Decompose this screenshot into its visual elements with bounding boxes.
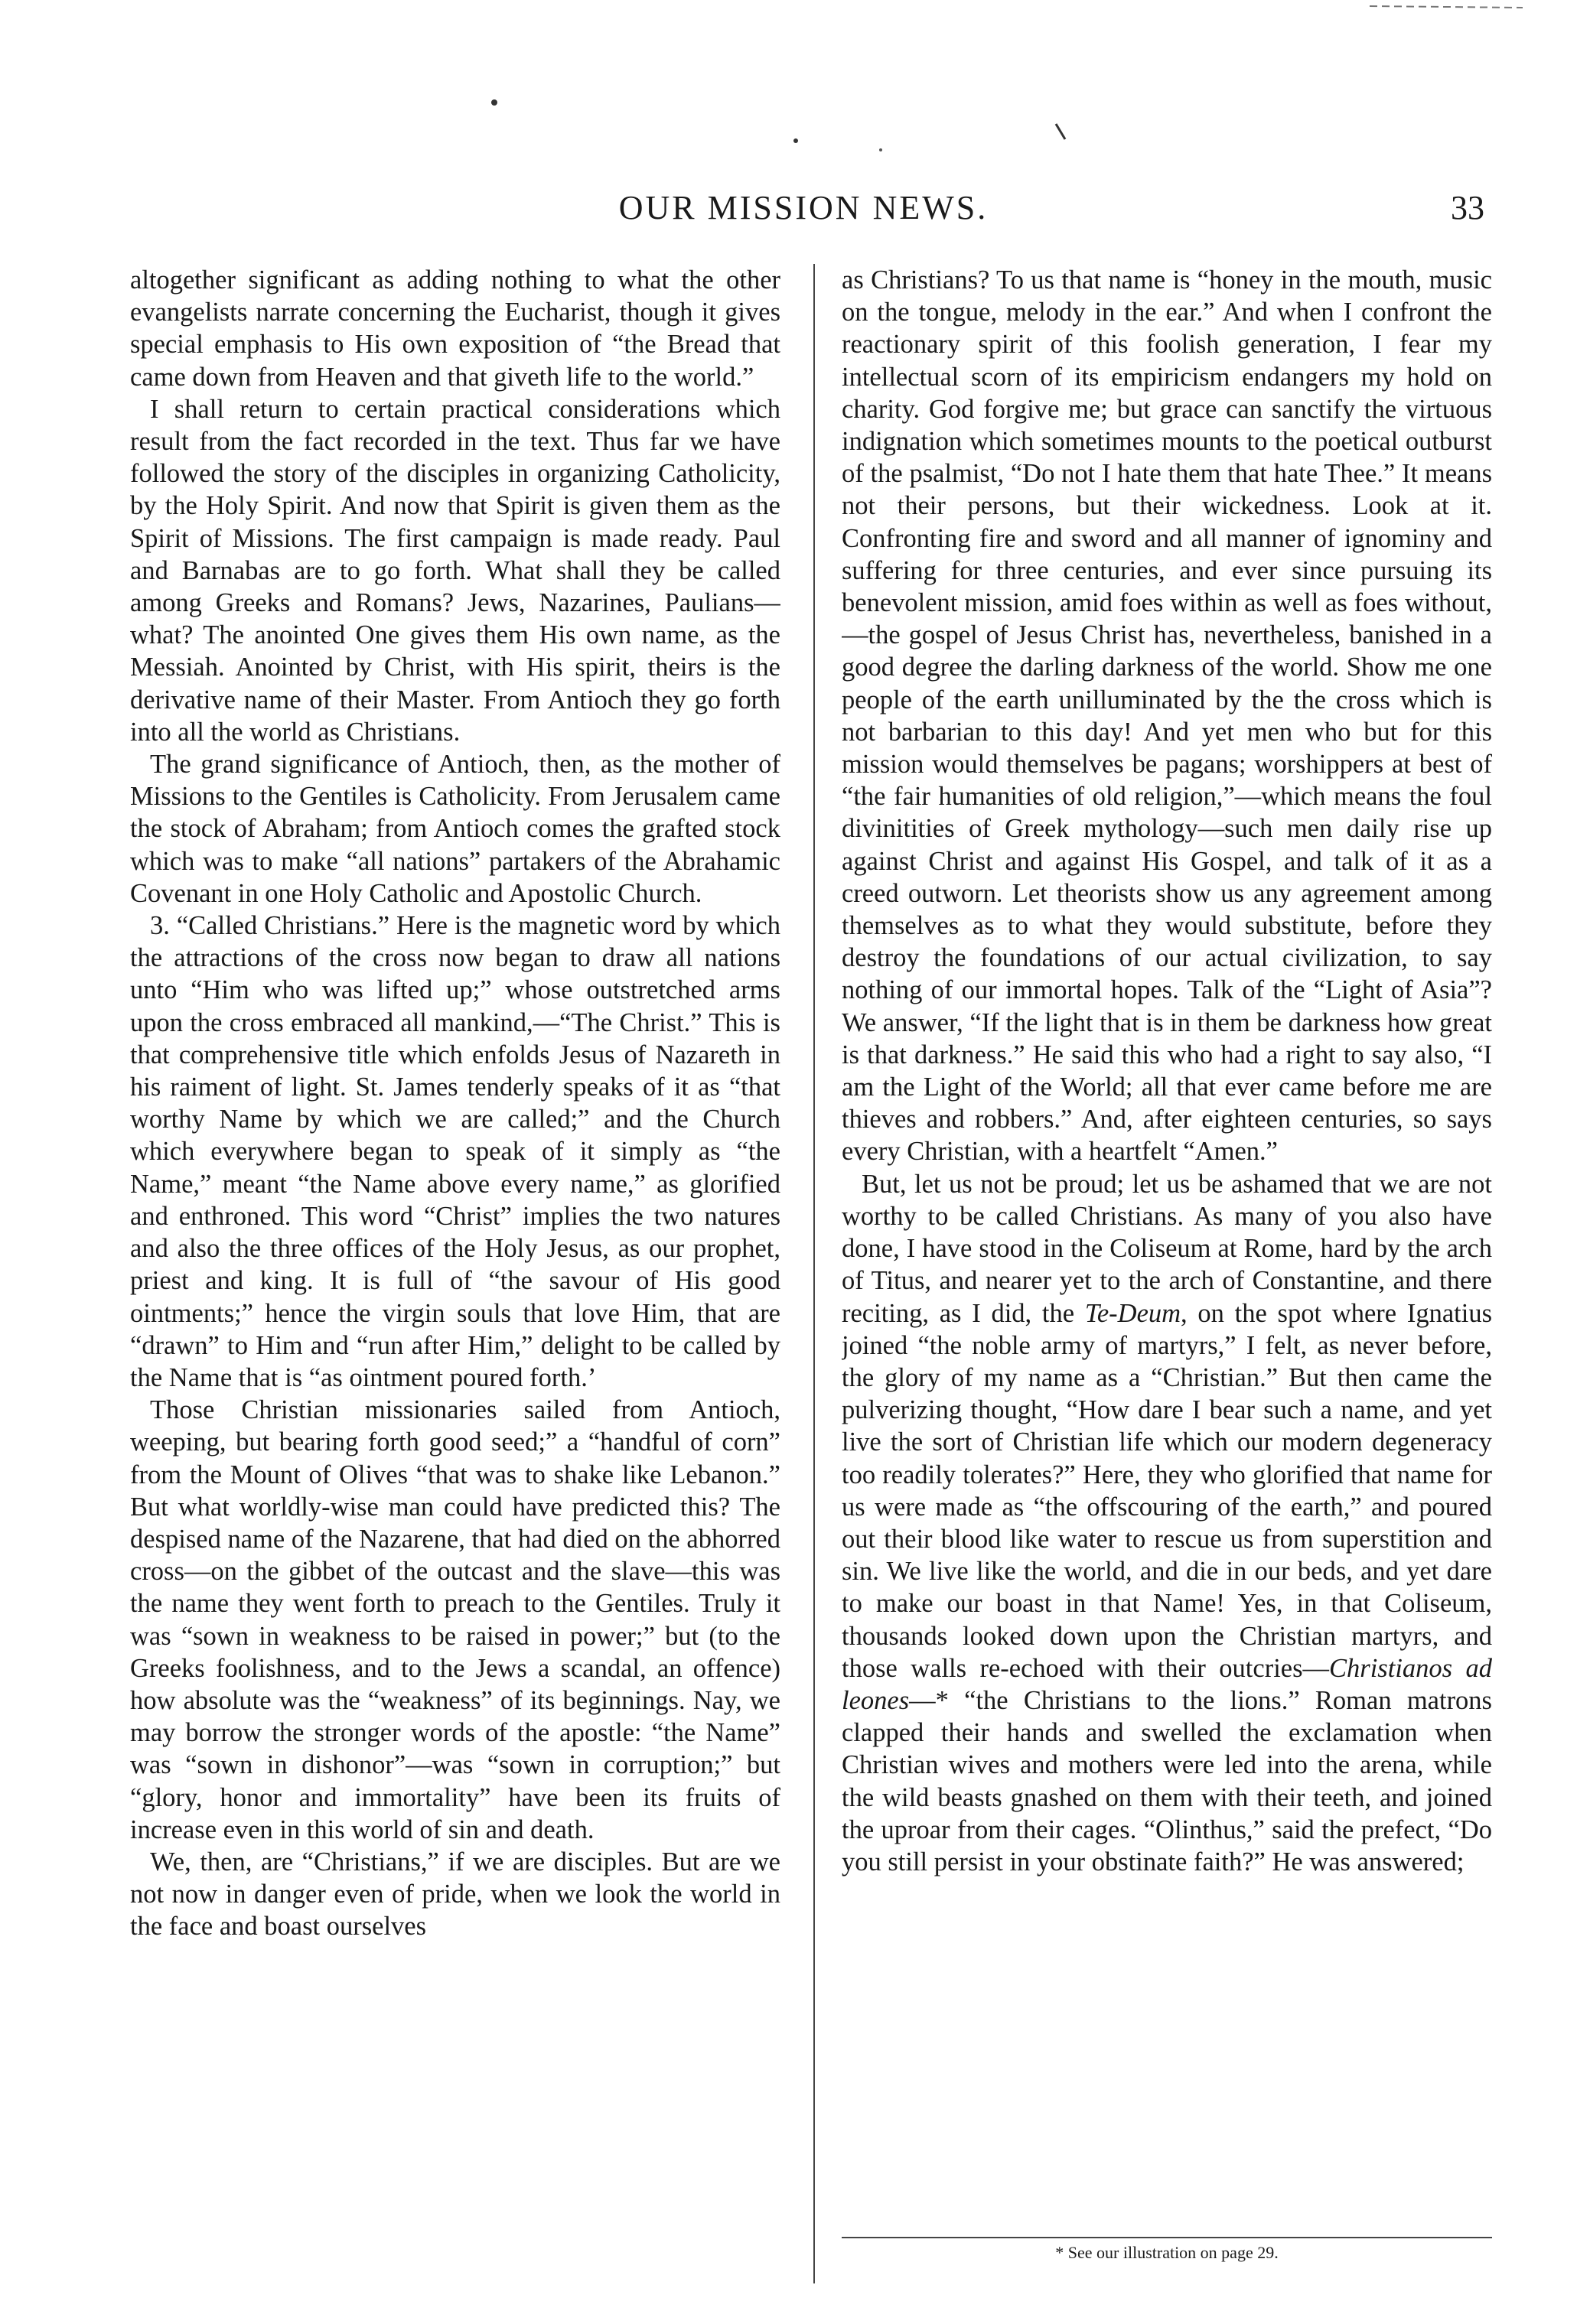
te-deum-title: Te-Deum [1084,1298,1181,1328]
paragraph: as Christians? To us that name is “honey in the mouth, music on the tongue, melody in the ear.” And when I confront the reactionary spirit of this foolish generation, I fear my intellectual scorn of its empiricism endangers my hold on charity. God forgive me; but grace can sanctify the virtuous indignation which sometimes mounts to the poetical outburst of the psalmist, “Do not I hate them that hate Thee.” It means not their persons, but their wickedness. Look at it. Confronting fire and sword and all manner of ignominy and suffering for three centuries, and ever since pursuing its benevolent mission, amid foes within as well as foes without,—the gospel of Jesus Christ has, nevertheless, banished in a good degree the darling darkness of the world. Show me one people of the earth unilluminated by the the cross which is not barbarian to this day! And yet men who but for this mission would themselves be pagans; worshippers at best of “the fair humanities of old religion,”—which means the foul divinitities of Greek mythology—such men daily rise up against Christ and against His Gospel, and talk of it as a creed outworn. Let theorists show us any agreement among themselves as to what they would substitute, before they destroy the foundations of our actual civilization, to say nothing of our immortal hopes. Talk of the “Light of Asia”? We answer, “If the light that is in them be darkness how great is that darkness.” He said this who had a right to say also, “I am the Light of the World; all that ever came before me are thieves and robbers.” And, after eighteen centuries, so says every Christian, with a heartfelt “Amen.” [842,265,1492,1167]
paragraph: I shall return to certain practical considerations which result from the fact recorded in the text. Thus far we have followed the story of the disciples in organizing Catholicity, by the Holy Spirit. And now that Spirit is given them as the Spirit of Missions. The first campaign is made ready. Paul and Barnabas are to go forth. What shall they be called among Greeks and Romans? Jews, Nazarines, Paulians—what? The anointed One gives them His own name, as the Messiah. Anointed by Christ, with His spirit, theirs is the derivative name of their Master. From Antioch they go forth into all the world as Christians. [130,394,780,747]
text-run: —* “the Christians to the lions.” Roman matrons clapped their hands and swelled the exclamation when Christian wives and mothers were led into the arena, while the wild beasts gnashed on them with their teeth, and joined the uproar from their cages. “Olinthus,” said the prefect, “Do you still persist in your obstinate faith?” He was answered; [842,1685,1492,1876]
scan-speck [1370,6,1523,8]
paragraph [842,1168,1492,1878]
column-divider [813,264,815,2283]
text-run: But, let us not be proud; let us be ashamed that we are not worthy to be called Christians. As many of you also have done, I have stood in the Coliseum at Rome, hard by the arch of Titus, and nearer yet to the arch of Constantine, and there reciting, as I did, the [842,1169,1492,1328]
paragraph: Those Christian missionaries sailed from Antioch, weeping, but bearing forth good seed;” a “handful of corn” from the Mount of Olives “that was to shake like Lebanon.” But what worldly-wise man could have predicted this? The despised name of the Nazarene, that had died on the abhorred cross—on the gibbet of the outcast and the slave—this was the name they went forth to preach to the Gentiles. Truly it was “sown in weakness to be raised in power;” but (to the Greeks foolishness, and to the Jews a scandal, an offence) how absolute was the “weakness” of its beginnings. Nay, we may borrow the stronger words of the apostle: “the Name” was “sown in dishonor”—was “sown in corruption;” but “glory, honor and immortality” have been its fruits of increase even in this world of sin and death. [130,1395,780,1844]
paragraph: altogether significant as adding nothing to what the other evangelists narrate concerning the Eucharist, though it gives special emphasis to His own exposition of “the Bread that came down from Heaven and that giveth life to the world.” [130,265,780,392]
paragraph: The grand significance of Antioch, then, as the mother of Missions to the Gentiles is Catholicity. From Jerusalem came the stock of Abraham; from Antioch comes the grafted stock which was to make “all nations” partakers of the Abrahamic Covenant in one Holy Catholic and Apostolic Church. [130,750,780,908]
footnote-divider [842,2237,1492,2238]
running-title: OUR MISSION NEWS. [618,189,989,226]
page-header [122,185,1484,231]
scan-speck [879,148,882,151]
latin-phrase: Christianos ad leones [842,1653,1492,1715]
paragraph: 3. “Called Christians.” Here is the magnetic word by which the attractions of the cross now began to draw all nations unto “Him who was lifted up;” whose outstretched arms upon the cross embraced all mankind,—“The Christ.” This is that comprehensive title which enfolds Jesus of Nazareth in his raiment of light. St. James tenderly speaks of it as “that worthy Name by which we are called;” and the Church which everywhere began to speak of it simply as “the Name,” meant “the Name above every name,” as glorified and enthroned. This word “Christ” implies the two natures and also the three offices of the Holy Jesus, as our prophet, priest and king. It is full of “the savour of His good ointments;” hence the virgin souls that love Him, that are “drawn” to Him and “run after Him,” delight to be called by the Name that is “as ointment poured forth.’ [130,911,780,1392]
scan-specks [0,0,1590,199]
footnote: * See our illustration on page 29. [1055,2243,1279,2262]
page-number: 33 [1451,189,1484,226]
right-column [842,264,1492,2283]
scan-speck [1056,124,1065,139]
text-run: , on the spot where Ignatius joined “the noble army of martyrs,” I felt, as never before, the glory of my name as a “Christian.” But then came the pulverizing thought, “How dare I bear such a name, and yet live the sort of Christian life which our modern degeneracy too readily tolerates?” Here, they who glorified that name for us were made as “the offscouring of the earth,” and poured out their blood like water to rescue us from superstition and sin. We live like the world, and die in our beds, and yet dare to make our boast in that Name! Yes, in that Coliseum, thousands looked down upon the Christian martyrs, and those walls re-echoed with their outcries— [842,1298,1492,1683]
paragraph: We, then, are “Christians,” if we are disciples. But are we not now in danger even of pride, when we look the world in the face and boast ourselves [130,1847,780,1942]
scan-speck [793,138,798,143]
scan-speck [491,99,497,106]
left-column [130,264,780,2283]
